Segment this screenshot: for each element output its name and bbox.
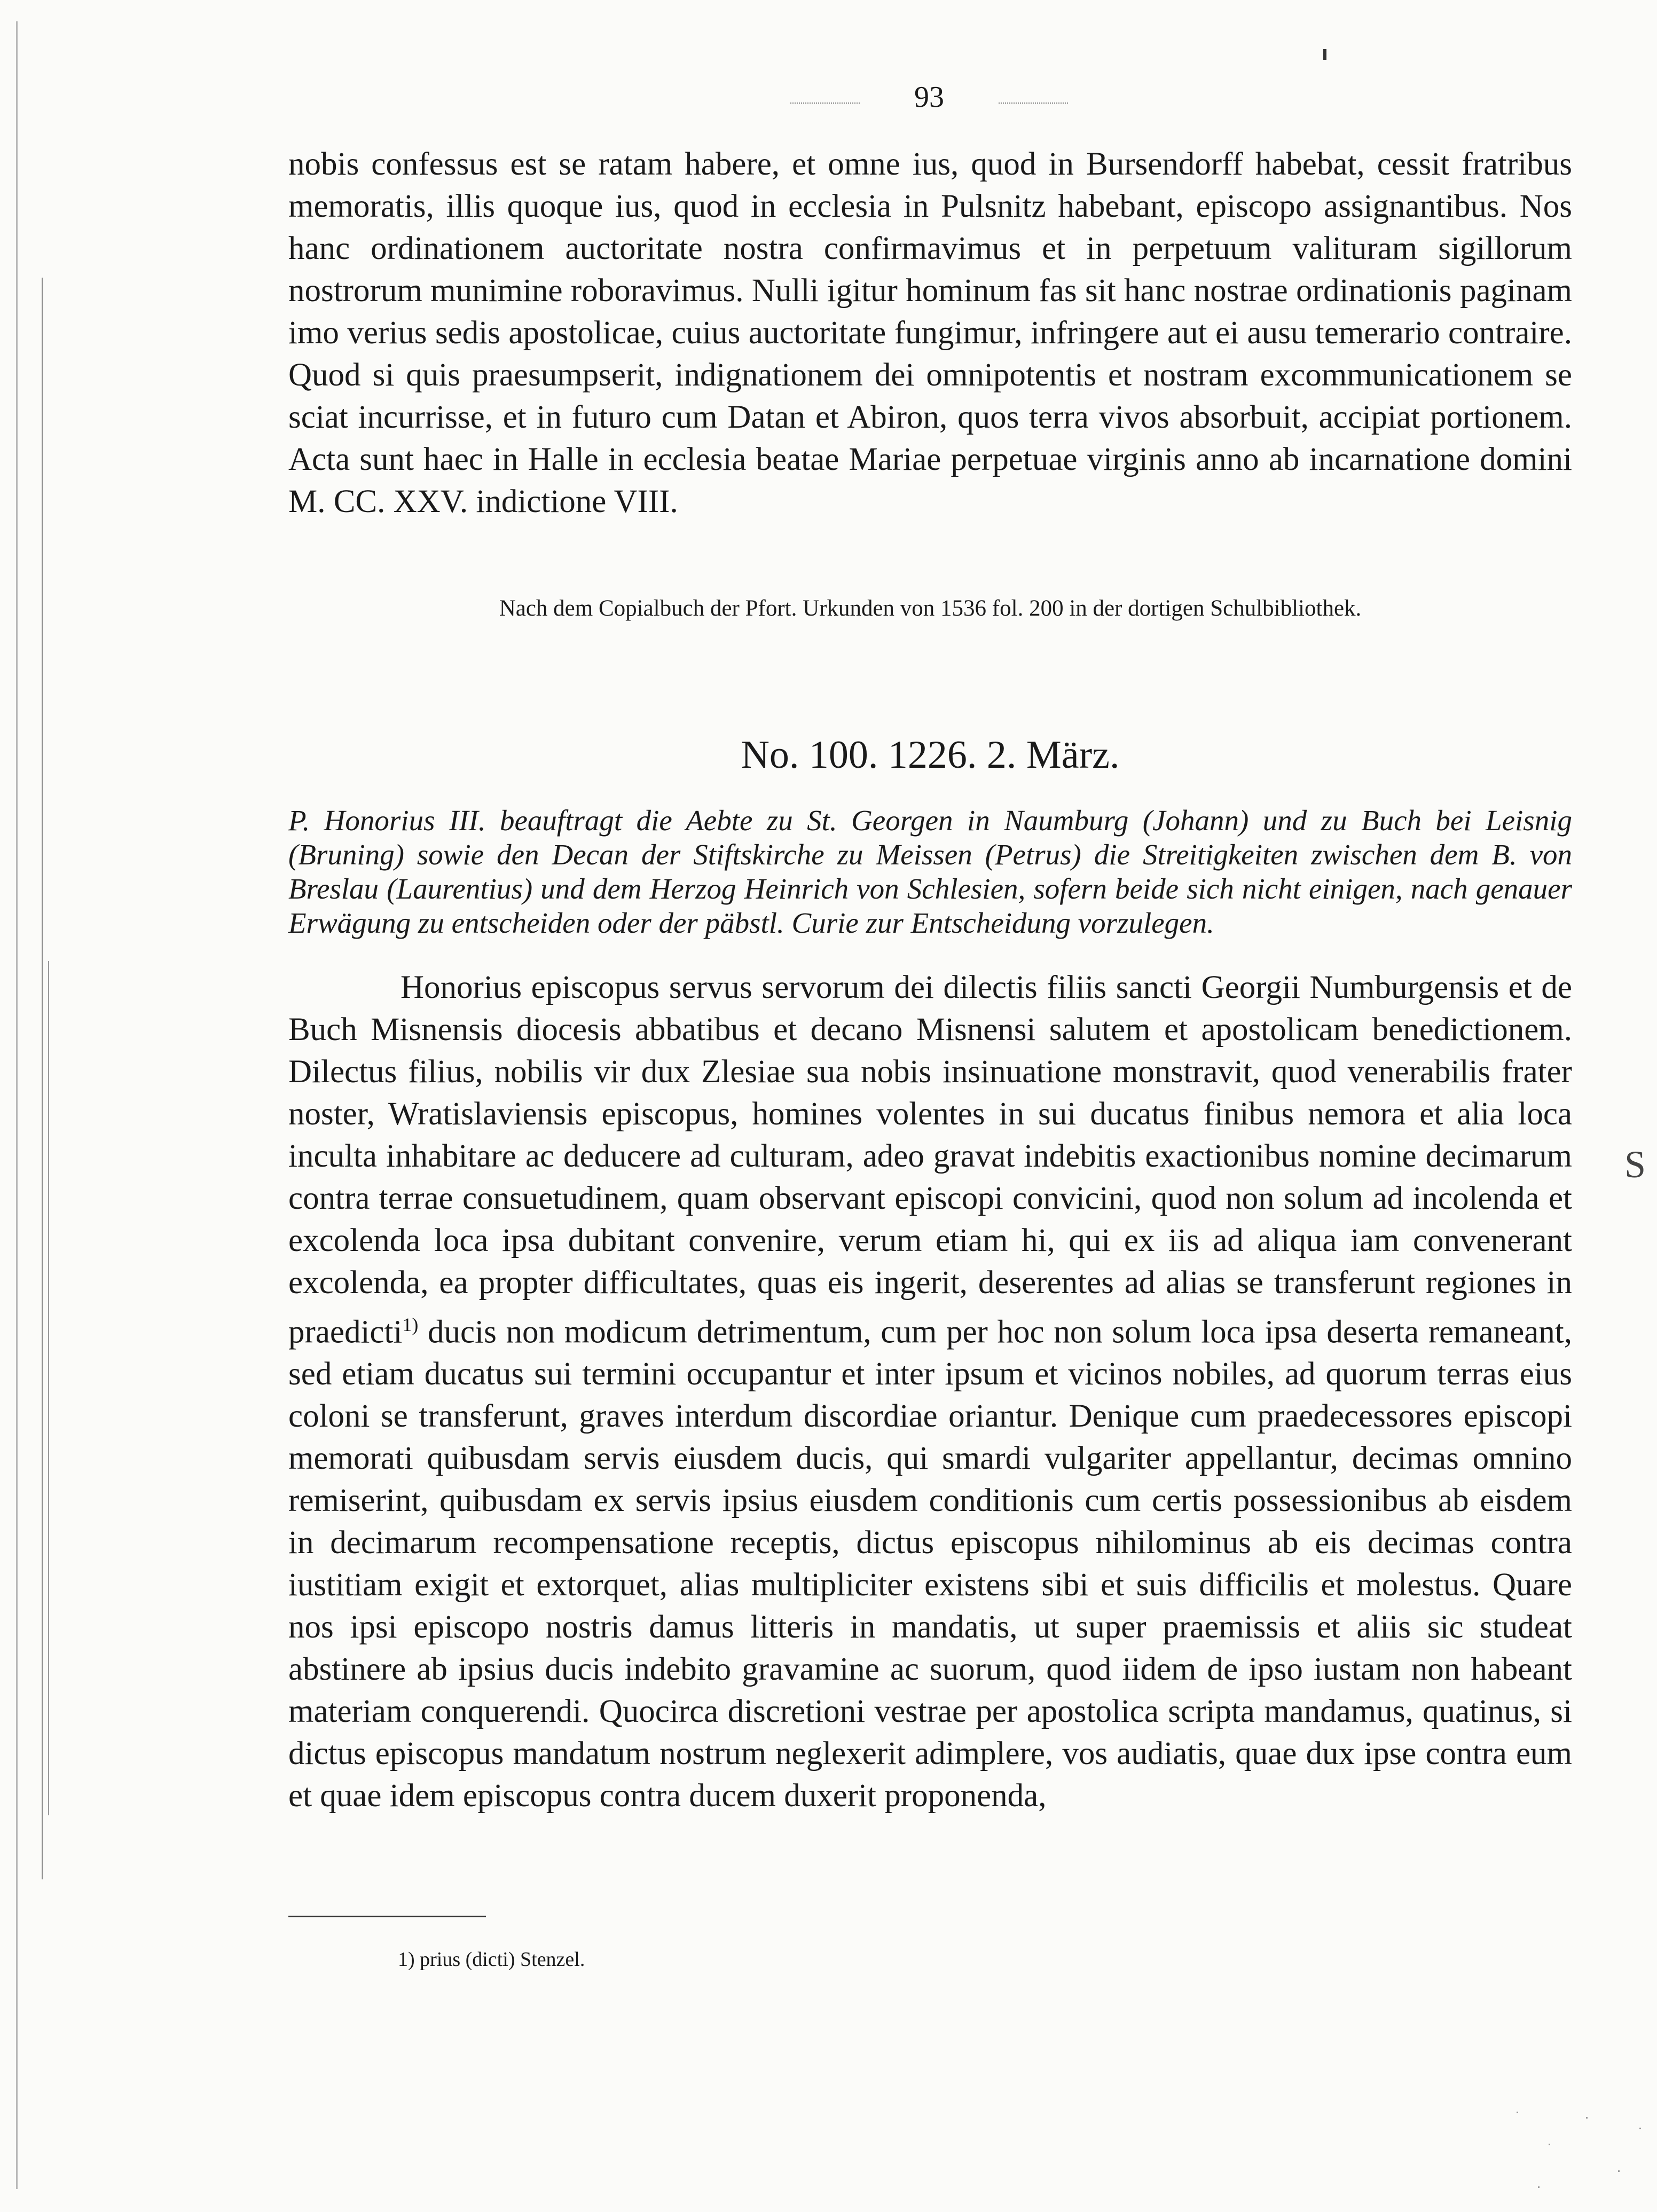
regest-summary: P. Honorius III. beauftragt die Aebte zu St. Georgen in Naumburg (Johann) und zu Buch bei Leisnig (Bruning) sowie den Decan der Stiftskirche zu Meissen (Petrus) die Streitigkeiten zwischen dem B. von Breslau (Laurentius) und dem Herzog Heinrich von Schlesien, sofern beide sich nicht einigen, nach genauer Erwägung zu entscheiden oder der päbstl. Curie zur Entscheidung vorzulegen. — [288, 804, 1572, 939]
footnote-marker: 1) — [402, 1314, 419, 1335]
footnote: 1) prius (dicti) Stenzel. — [398, 1948, 585, 1971]
body-text-part-2: ducis non modicum detrimentum, cum per hoc non solum loca ipsa deserta remaneant, sed etiam ducatus sui termini occupantur et inter ipsum et vicinos nobiles, ad quorum terras eius coloni se transferunt, graves interdum discordiae oriantur. Denique cum praedecessores episcopi memorati quibusdam servis eiusdem ducis, qui smardi vulgariter appellantur, decimas omnino remiserint, quibusdam ex servis ipsius eiusdem conditionis cum certis possessionibus ab eisdem in decimarum recompensatione receptis, dictus episcopus nihilominus ab eis decimas contra iustitiam exigit et extorquet, alias multipliciter existens sibi et suis difficilis et molestus. Quare nos ipsi episcopo nostris damus litteris in mandatis, ut super praemissis et aliis sic studeat abstinere ab ipsius ducis indebito gravamine ac suorum, quod iidem de ipso iustam non habeant materiam conquerendi. Quocirca discretioni vestrae per apostolica scripta mandamus, quatinus, si dictus episcopus mandatum nostrum neglexerit adimplere, vos audiatis, quae dux ipse contra eum et quae idem episcopus contra ducem duxerit proponenda, — [288, 1314, 1572, 1814]
page-header — [790, 80, 1068, 123]
binding-line — [16, 21, 18, 2189]
continued-paragraph: nobis confessus est se ratam habere, et omne ius, quod in Bursendorff habebat, cessit fratribus memoratis, illis quoque ius, quod in ecclesia in Pulsnitz habebant, episcopo assignantibus. Nos hanc ordinationem auctoritate nostra confirmavimus et in perpetuum valituram sigillorum nostrorum munimine roboravimus. Nulli igitur hominum fas sit hanc nostrae ordinationis paginam imo verius sedis apostolicae, cuius auctoritate fungimur, infringere aut ei ausu temerario contraire. Quod si quis praesumpserit, indignationem dei omnipotentis et nostram excommunicationem se sciat incurrisse, et in futuro cum Datan et Abiron, quos terra vivos absorbuit, accipiat portionem. Acta sunt haec in Halle in ecclesia beatae Mariae perpetuae virginis anno ab incarnatione domini M. CC. XXV. indictione VIII. — [288, 146, 1572, 519]
document-heading: No. 100. 1226. 2. März. — [741, 733, 1120, 777]
body-text-part-1: Honorius episcopus servus servorum dei dilectis filiis sancti Georgii Numburgensis et de Buch Misnensis diocesis abbatibus et decano Misnensi salutem et apostolicam benedictionem. Dilectus filius, nobilis vir dux Zlesiae sua nobis insinuatione monstravit, quod venerabilis frater noster, Wratislaviensis episcopus, homines volentes in sui ducatus finibus nemora et alia loca inculta inhabitare ac deducere ad culturam, adeo gravat indebitis exactionibus nomine decimarum contra terrae consuetudinem, quam observant episcopi convicini, quod non solum ad incolenda et excolenda loca ipsa dubitant convenire, verum etiam hi, qui ex iis ad aliqua iam convenerant excolenda, ea propter difficultates, quas eis ingerit, deserentes ad alias se transferunt regiones in praedicti — [288, 970, 1572, 1350]
binding-line — [48, 961, 49, 1815]
source-note: Nach dem Copialbuch der Pfort. Urkunden von 1536 fol. 200 in der dortigen Schulbibliothek. — [499, 596, 1362, 621]
binding-edge — [10, 0, 58, 2212]
binding-line — [42, 278, 43, 1879]
ink-speck — [1323, 49, 1326, 60]
margin-annotation: S — [1624, 1143, 1646, 1186]
footnote-rule — [288, 1916, 486, 1917]
page-number: 93 — [914, 81, 944, 114]
document-body — [288, 966, 1572, 1817]
header-rule-right — [999, 103, 1068, 104]
scan-noise — [1506, 2096, 1655, 2202]
